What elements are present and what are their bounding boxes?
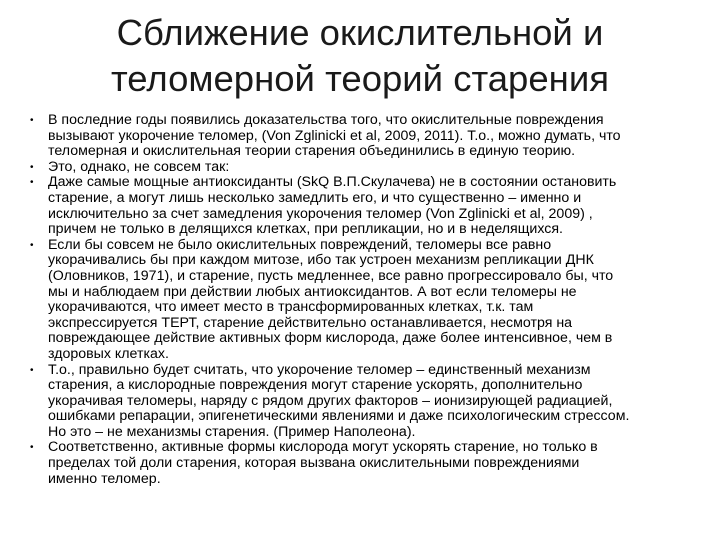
list-item-text-line: Даже самые мощные антиоксиданты (SkQ В.П.Скулачева) не в состоянии остановить: [48, 174, 617, 191]
list-item: [20, 238, 710, 363]
list-item: [20, 363, 710, 441]
list-item: [20, 440, 710, 487]
slide-title: [60, 10, 660, 102]
slide-title-line-1: Сближение окислительной и: [116, 12, 604, 53]
bullet-icon: •: [30, 177, 34, 189]
bullet-icon: •: [30, 115, 34, 126]
list-item-text-line: повреждающее действие активных форм кислорода, даже более интенсивное, чем в: [48, 330, 613, 347]
list-item-text-line: укорачивались бы при каждом митозе, ибо так устроен механизм репликации ДНК: [48, 252, 594, 269]
list-item-text-line: вызывают укорочение теломер, (Von Zglinicki et al, 2009, 2011). Т.о., можно думать, что: [48, 127, 621, 144]
bullet-list: [20, 113, 710, 487]
bullet-icon: •: [30, 442, 34, 454]
list-item-text-line: Это, однако, не совсем так:: [48, 158, 230, 175]
list-item-text-line: Но это – не механизмы старения. (Пример Наполеона).: [48, 423, 416, 440]
list-item-text-line: укорачиваются, что имеет место в трансформированных клетках, т.к. там: [48, 299, 534, 316]
list-item-text-line: Т.о., правильно будет считать, что укорочение теломер – единственный механизм: [48, 361, 591, 378]
list-item-text-line: причем не только в делящихся клетках, при репликации, но и в неделящихся.: [48, 221, 563, 238]
list-item-text-line: именно теломер.: [48, 470, 161, 487]
list-item-text-line: экспрессируется ТЕРТ, старение действительно останавливается, несмотря на: [48, 314, 573, 331]
list-item-text-line: исключительно за счет замедления укорочения теломер (Von Zglinicki et al, 2009) ,: [48, 205, 593, 222]
list-item-text-line: Соответственно, активные формы кислорода могут ускорять старение, но только в: [48, 439, 598, 456]
list-item-text-line: здоровых клетках.: [48, 345, 169, 362]
list-item-text-line: В последние годы появились доказательства того, что окислительные повреждения: [48, 112, 604, 128]
list-item: [20, 160, 710, 176]
list-item-text-line: укорачивая теломеры, наряду с рядом других факторов – ионизирующей радиацией,: [48, 392, 613, 409]
list-item-text-line: старения, а кислородные повреждения могут старение ускорять, дополнительно: [48, 377, 583, 394]
list-item-text-line: старение, а могут лишь несколько замедлить его, и что существенно – именно и: [48, 189, 582, 206]
bullet-icon: •: [30, 364, 34, 376]
list-item: [20, 175, 710, 237]
list-item-text-line: Если бы совсем не было окислительных повреждений, теломеры все равно: [48, 236, 552, 253]
list-item-text-line: ошибками репарации, эпигенетическими явлениями и даже психологическим стрессом.: [48, 408, 630, 425]
list-item-text-line: теломерная и окислительная теории старения объединились в единую теорию.: [48, 143, 576, 160]
list-item-text-line: (Оловников, 1971), и старение, пусть медленнее, все равно прогрессировало бы, что: [48, 267, 614, 284]
list-item: [20, 113, 710, 160]
list-item-text-line: пределах той доли старения, которая вызвана окислительными повреждениями: [48, 455, 580, 472]
slide-title-line-2: теломерной теорий старения: [111, 58, 609, 99]
bullet-icon: •: [30, 239, 34, 251]
list-item-text-line: мы и наблюдаем при действии любых антиоксидантов. А вот если теломеры не: [48, 283, 577, 300]
bullet-icon: •: [30, 161, 34, 173]
